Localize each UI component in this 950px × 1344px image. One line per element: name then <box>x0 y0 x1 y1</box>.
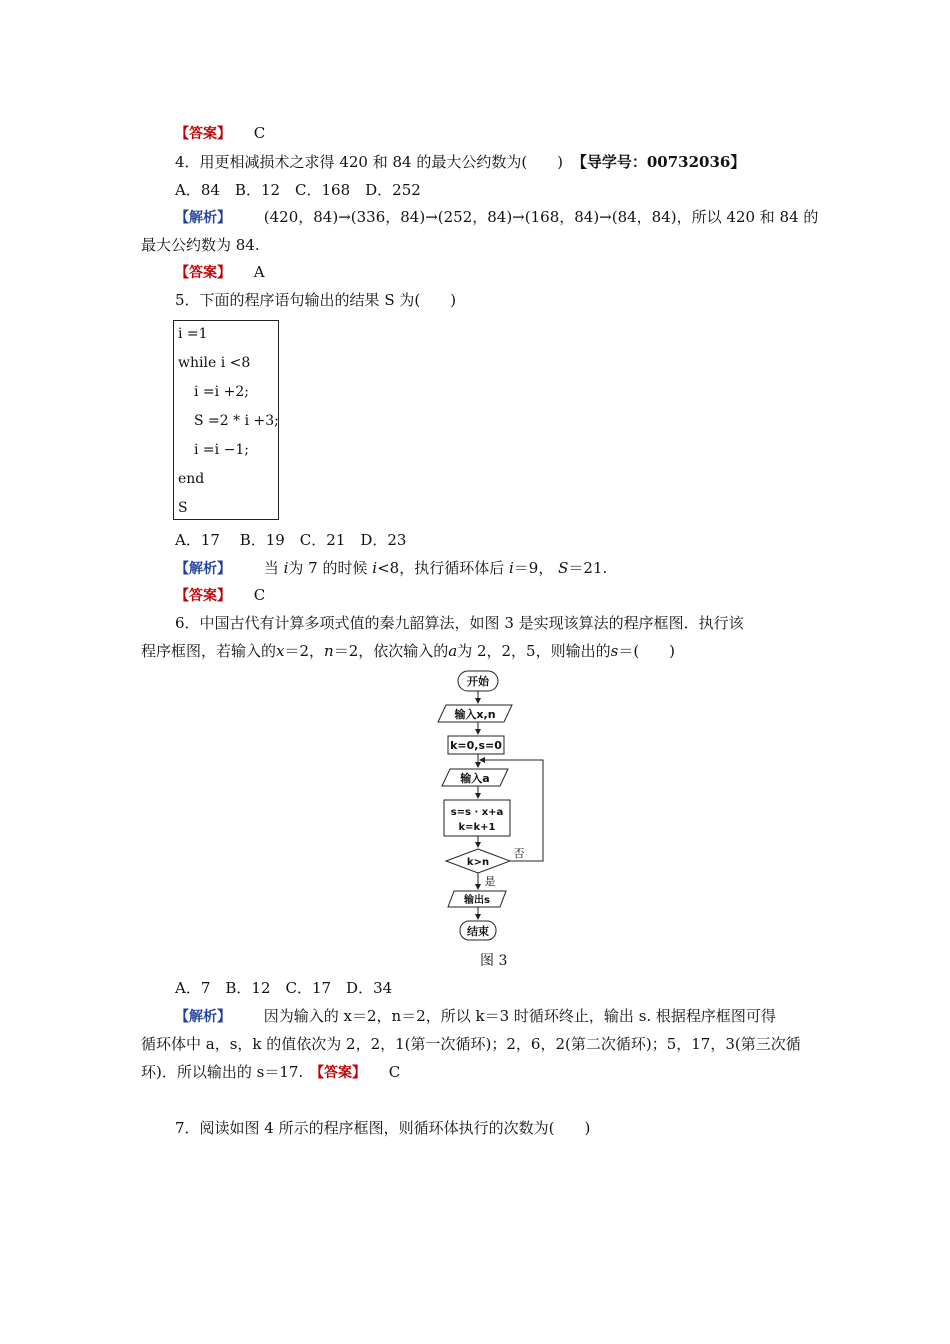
flow-no-label: 否 <box>513 847 525 860</box>
flow-start-label: 开始 <box>467 675 489 688</box>
flow-input-xn-label: 输入x,n <box>454 708 496 721</box>
q4-analysis-line-2: 最大公约数为 84. <box>141 236 260 254</box>
code-line: i =i −1; <box>194 442 249 458</box>
q6-analysis-text-3: 环)．所以输出的 s＝17. <box>141 1063 304 1081</box>
text: <8，执行循环体后 <box>377 559 505 577</box>
flow-calc-label-2: k=k+1 <box>458 822 496 833</box>
answer-tag: 【答案】 <box>175 265 231 281</box>
var-s: S <box>558 559 569 577</box>
answer-value: C <box>388 1063 401 1081</box>
text: ＝2，依次输入的 <box>333 642 449 660</box>
flow-input-a-label: 输入a <box>460 772 490 785</box>
answer-value: C <box>253 124 266 142</box>
var-i: i <box>372 559 378 577</box>
q4-stem: 4．用更相减损术之求得 420 和 84 的最大公约数为( ) <box>175 153 564 171</box>
text: 为 2，2，5，则输出的 <box>457 642 611 660</box>
q6-stem-line-1: 6．中国古代有计算多项式值的秦九韶算法，如图 3 是实现该算法的程序框图．执行该 <box>175 614 744 632</box>
flowchart <box>420 665 560 945</box>
text: 当 <box>263 559 279 577</box>
text: ＝9， <box>513 559 554 577</box>
flow-yes-label: 是 <box>484 875 496 888</box>
answer-value: A <box>253 263 265 281</box>
flow-output-label: 输出s <box>464 895 490 906</box>
q4-answer-line <box>175 262 265 283</box>
q6-analysis-line-3 <box>141 1062 400 1083</box>
var-i: i <box>283 559 289 577</box>
q7-stem: 7．阅读如图 4 所示的程序框图，则循环体执行的次数为( ) <box>175 1119 591 1137</box>
q6-analysis-line-2: 循环体中 a，s，k 的值依次为 2，2，1(第一次循环)；2，6，2(第二次循环)；5，17，3(第三次循 <box>141 1035 801 1053</box>
q5-options: A．17 B．19 C．21 D．23 <box>175 531 407 549</box>
q4-options: A．84 B．12 C．168 D．252 <box>175 181 421 199</box>
text: ＝( ) <box>618 642 676 660</box>
code-line: while i <8 <box>178 355 251 371</box>
analysis-tag: 【解析】 <box>175 210 231 226</box>
q4-ref: 【导学号：00732036】 <box>571 153 746 171</box>
code-box <box>173 320 279 520</box>
q6-analysis-line-1 <box>175 1006 776 1027</box>
text: 程序框图，若输入的 <box>141 642 277 660</box>
figure-caption: 图 3 <box>480 953 508 969</box>
code-line: S =2 * i +3; <box>194 413 279 429</box>
analysis-tag: 【解析】 <box>175 561 231 577</box>
q6-analysis-text-1: 因为输入的 x＝2，n＝2，所以 k＝3 时循环终止，输出 s. 根据程序框图可得 <box>263 1007 776 1025</box>
q6-options: A．7 B．12 C．17 D．34 <box>175 979 393 997</box>
q4-stem-line <box>175 152 745 172</box>
answer-tag: 【答案】 <box>175 126 231 142</box>
q5-stem: 5．下面的程序语句输出的结果 S 为( ) <box>175 291 457 309</box>
code-line: end <box>178 471 205 487</box>
code-line: S <box>178 500 188 516</box>
flow-end-label: 结束 <box>467 925 489 938</box>
q5-analysis-line <box>175 558 607 579</box>
analysis-tag: 【解析】 <box>175 1009 231 1025</box>
var-n: n <box>324 642 334 660</box>
answer-tag: 【答案】 <box>309 1065 366 1081</box>
text: ＝21. <box>568 559 608 577</box>
flow-calc-label-1: s=s · x+a <box>450 807 504 818</box>
code-line: i =1 <box>178 326 208 342</box>
var-s: s <box>610 642 619 660</box>
answer-value: C <box>253 586 266 604</box>
text: 为 7 的时候 <box>288 559 368 577</box>
var-a: a <box>448 642 458 660</box>
text: ＝2， <box>284 642 325 660</box>
q6-stem-line-2 <box>141 641 675 661</box>
var-i: i <box>508 559 514 577</box>
answer-tag: 【答案】 <box>175 588 231 604</box>
q4-analysis-text-1: (420，84)→(336，84)→(252，84)→(168，84)→(84，84)，所以 420 和 84 的 <box>263 208 819 226</box>
var-x: x <box>276 642 285 660</box>
q5-answer-line <box>175 585 265 606</box>
q4-analysis-line-1 <box>175 207 818 228</box>
flow-decision-label: k>n <box>466 857 490 868</box>
q3-answer-line <box>175 123 265 144</box>
code-line: i =i +2; <box>194 384 249 400</box>
flow-init-label: k=0,s=0 <box>450 739 502 752</box>
